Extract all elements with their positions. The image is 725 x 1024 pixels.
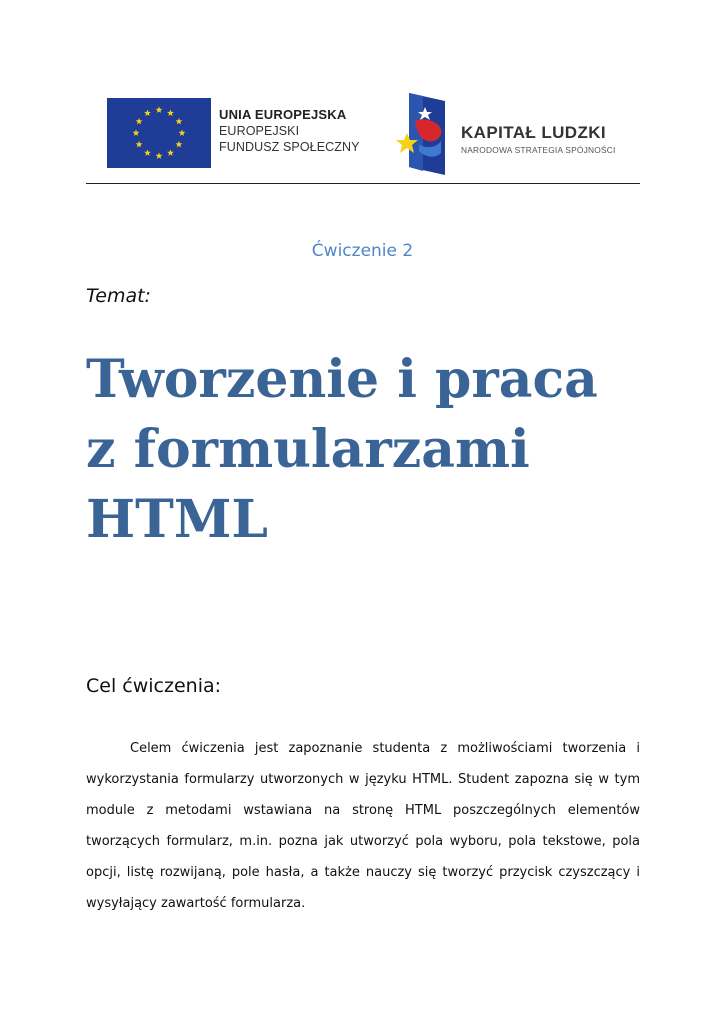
- header-divider: [86, 183, 640, 184]
- goal-heading: Cel ćwiczenia:: [86, 675, 222, 697]
- eu-logo-line2: EUROPEJSKI: [219, 124, 300, 138]
- eu-logo-text: [219, 107, 379, 155]
- kapital-ludzki-emblem: [395, 93, 445, 175]
- main-title: [86, 345, 646, 555]
- eu-logo-line3: FUNDUSZ SPOŁECZNY: [219, 140, 360, 154]
- exercise-number: Ćwiczenie 2: [311, 241, 414, 261]
- title-line: z formularzami: [86, 419, 530, 480]
- title-line: HTML: [86, 489, 268, 550]
- kl-logo-line1: KAPITAŁ LUDZKI: [461, 123, 607, 142]
- kapital-ludzki-text: [461, 123, 646, 155]
- eu-flag-logo: [107, 98, 211, 168]
- kl-logo-line2: NARODOWA STRATEGIA SPÓJNOŚCI: [461, 145, 616, 155]
- title-line: Tworzenie i praca: [86, 349, 598, 410]
- eu-logo-line1: UNIA EUROPEJSKA: [219, 107, 347, 122]
- goal-paragraph: Celem ćwiczenia jest zapoznanie studenta z możliwościami tworzenia i wykorzystania formularzy utworzonych w języku HTML. Student zapozna się w tym module z metodami wstawiana na stronę HTML poszczególnych elementów tworzących formularz, m.in. pozna jak utworzyć pola wyboru, pola tekstowe, pola opcji, listę rozwijaną, pole hasła, a także nauczy się tworzyć przycisk czyszczący i wysyłający zawartość formularza.: [86, 741, 640, 911]
- header-logos: [107, 93, 640, 178]
- topic-label: Temat:: [86, 285, 151, 307]
